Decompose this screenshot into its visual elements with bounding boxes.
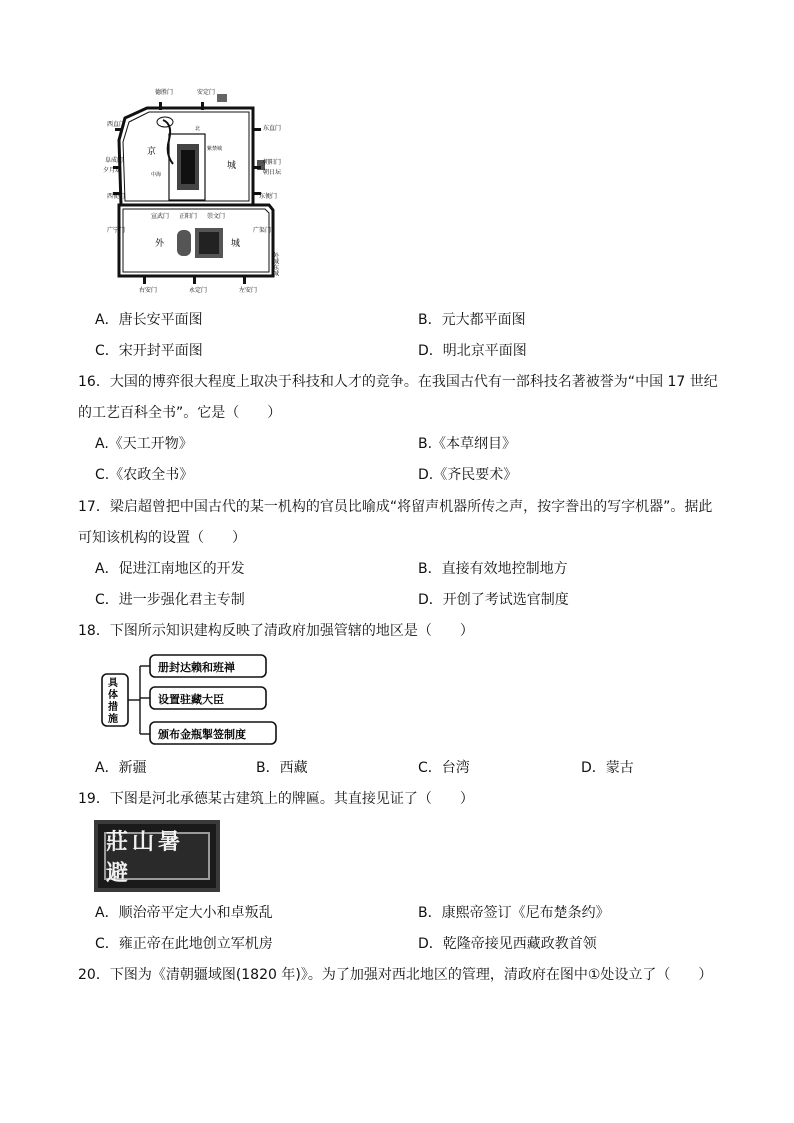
q17-stem-line1: 17．梁启超曾把中国古代的某一机构的官员比喻成“将留声机器所传之声，按字誊出的写字机器”。据此: [78, 499, 713, 515]
q17-stem-line2: 可知该机构的设置（ ）: [78, 530, 246, 546]
q19-option-b[interactable]: B．康熙帝签订《尼布楚条约》: [418, 905, 610, 921]
q18-stem: 18．下图所示知识建构反映了清政府加强管辖的地区是（ ）: [78, 623, 474, 639]
q18-option-a[interactable]: A．新疆: [95, 760, 147, 776]
q15-option-c[interactable]: C．宋开封平面图: [95, 343, 203, 359]
q16-option-a[interactable]: A.《天工开物》: [95, 436, 193, 452]
diagram-item: 册封达赖和班禅: [158, 661, 235, 674]
map-label: 西便门: [107, 193, 126, 200]
map-label: 朝日坛: [263, 169, 282, 176]
q16-stem-line2: 的工艺百科全书”。它是（ ）: [78, 405, 282, 421]
beijing-city-map: [103, 80, 303, 295]
map-label: 安定门: [197, 89, 216, 96]
map-label: 夕月坛: [103, 167, 122, 174]
map-label: 朝阳门: [263, 159, 282, 166]
q17-option-b[interactable]: B．直接有效地控制地方: [418, 561, 568, 577]
q15-option-a[interactable]: A．唐长安平面图: [95, 312, 203, 328]
diagram-item: 颁布金瓶掣签制度: [158, 728, 246, 741]
q19-option-a[interactable]: A．顺治帝平定大小和卓叛乱: [95, 905, 273, 921]
q15-option-b[interactable]: B．元大都平面图: [418, 312, 526, 328]
bishu-shanzhuang-plaque: [94, 820, 220, 892]
map-label: 东便门: [259, 193, 278, 200]
map-label: 中海: [151, 172, 162, 178]
diagram-root-char: 措: [108, 702, 118, 713]
map-label: 左安门: [239, 287, 258, 294]
q17-option-d[interactable]: D．开创了考试选官制度: [418, 592, 569, 608]
map-label: 城: [231, 239, 241, 249]
q17-option-c[interactable]: C．进一步强化君主专制: [95, 592, 245, 608]
knowledge-structure-diagram: [100, 652, 280, 748]
q16-option-c[interactable]: C.《农政全书》: [95, 467, 194, 483]
diagram-item: 设置驻藏大臣: [158, 693, 224, 706]
q16-option-d[interactable]: D.《齐民要术》: [418, 467, 518, 483]
q20-stem: 20．下图为《清朝疆域图(1820 年)》。为了加强对西北地区的管理，清政府在图中①处设立了（ ）: [78, 967, 713, 983]
diagram-root-char: 体: [108, 690, 118, 701]
map-label: 广宁门: [107, 227, 126, 234]
map-label: 德胜门: [155, 89, 174, 96]
q18-option-b[interactable]: B．西藏: [256, 760, 308, 776]
map-label: 外: [155, 239, 165, 249]
map-label: 北: [195, 126, 201, 132]
map-label: 东直门: [263, 125, 282, 132]
diagram-root-char: 具: [108, 678, 118, 689]
map-label: 正阳门: [179, 213, 198, 220]
map-label: 西直门: [107, 121, 126, 128]
diagram-root-char: 施: [108, 714, 118, 725]
map-label: 城: [227, 161, 237, 171]
map-label: 京: [147, 147, 157, 157]
map-label: 紫禁城: [207, 146, 223, 152]
q15-option-d[interactable]: D．明北京平面图: [418, 343, 527, 359]
q17-option-a[interactable]: A．促进江南地区的开发: [95, 561, 245, 577]
map-label: 外城东城: [271, 252, 279, 276]
map-label: 右安门: [139, 287, 158, 294]
q19-stem: 19．下图是河北承德某古建筑上的牌匾。其直接见证了（ ）: [78, 791, 474, 807]
q16-stem-line1: 16．大国的博弈很大程度上取决于科技和人才的竞争。在我国古代有一部科技名著被誉为“中国 17 世纪: [78, 374, 718, 390]
plaque-text: 莊山暑避: [104, 832, 210, 880]
q18-option-c[interactable]: C．台湾: [418, 760, 470, 776]
q18-option-d[interactable]: D．蒙古: [581, 760, 634, 776]
map-label: 阜成门: [105, 157, 124, 164]
map-label: 崇文门: [207, 213, 226, 220]
map-label: 永定门: [189, 287, 208, 294]
map-label: 广渠门: [253, 227, 272, 234]
map-label: 宣武门: [151, 213, 170, 220]
q16-option-b[interactable]: B.《本草纲目》: [418, 436, 517, 452]
q19-option-d[interactable]: D．乾隆帝接见西藏政教首领: [418, 936, 597, 952]
q19-option-c[interactable]: C．雍正帝在此地创立军机房: [95, 936, 273, 952]
